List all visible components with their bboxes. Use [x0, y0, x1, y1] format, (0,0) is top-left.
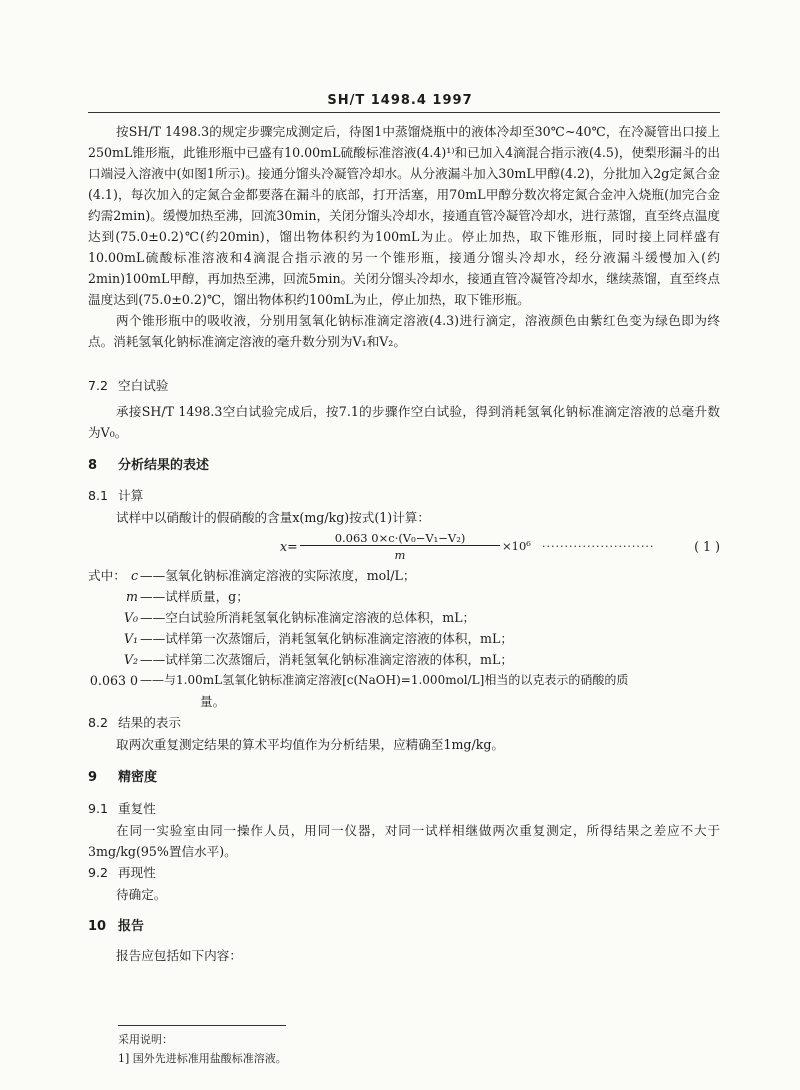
definition-text: ——氢氧化钠标准滴定溶液的实际浓度，mol/L；	[140, 568, 416, 583]
section-title: 精密度	[118, 770, 158, 785]
section-number: 9	[88, 770, 98, 785]
section-7-2-heading	[88, 375, 720, 396]
section-title: 再现性	[118, 865, 156, 880]
section-number: 9.2	[88, 865, 109, 880]
formula-denominator: m	[394, 548, 406, 562]
formula-factor: ×10⁶	[502, 539, 531, 553]
definition-symbol: V₂	[123, 652, 138, 667]
repeatability-paragraph: 在同一实验室由同一操作人员，用同一仪器，对同一试样相继做两次重复测定，所得结果之差应不大于3mg/kg(95%置信水平)。	[88, 823, 720, 859]
equation-number: ( 1 )	[694, 539, 720, 554]
section-9-2-heading	[88, 862, 720, 883]
section-title: 报告	[118, 919, 145, 934]
definition-row	[88, 586, 728, 607]
section-9-1-body	[88, 820, 720, 862]
definition-continuation: 量。	[200, 694, 226, 709]
definition-row	[88, 670, 728, 691]
section-number: 8.2	[88, 715, 109, 730]
definition-symbol: V₁	[123, 631, 138, 646]
calculation-intro: 试样中以硝酸计的假硝酸的含量x(mg/kg)按式(1)计算：	[116, 510, 430, 525]
definition-row	[88, 649, 728, 670]
section-title: 结果的表示	[118, 715, 181, 730]
section-8-1-body	[88, 507, 720, 528]
definition-symbol: m	[126, 589, 138, 604]
result-expression-paragraph: 取两次重复测定结果的算术平均值作为分析结果，应精确至1mg/kg。	[116, 737, 504, 752]
definition-row	[88, 691, 728, 712]
where-label: 式中：	[88, 568, 126, 583]
section-9-1-heading	[88, 798, 720, 819]
header-rule	[88, 112, 720, 113]
titration-paragraph: 两个锥形瓶中的吸收液，分别用氢氧化钠标准滴定溶液(4.3)进行滴定，溶液颜色由紫红色变为绿色即为终点。消耗氢氧化钠标准滴定溶液的毫升数分别为V₁和V₂。	[88, 313, 720, 349]
definition-text: ——试样第二次蒸馏后，消耗氢氧化钠标准滴定溶液的体积，mL；	[140, 652, 513, 667]
section-10-body	[88, 945, 720, 966]
report-paragraph: 报告应包括如下内容：	[116, 948, 242, 963]
section-title: 空白试验	[118, 378, 169, 393]
section-title: 重复性	[118, 801, 156, 816]
section-number: 8.1	[88, 488, 109, 503]
section-8-2-body	[88, 734, 720, 755]
formula-1	[280, 528, 720, 562]
formula-lhs: x=	[280, 539, 298, 554]
section-8-1-heading	[88, 485, 720, 506]
definition-row	[88, 565, 728, 586]
section-9-2-body	[88, 884, 720, 905]
definition-symbol: V₀	[123, 610, 138, 625]
definition-row	[88, 607, 728, 628]
definition-row	[88, 628, 728, 649]
section-title: 计算	[118, 488, 144, 503]
section-number: 9.1	[88, 801, 109, 816]
definition-text: ——与1.00mL氢氧化钠标准滴定溶液[c(NaOH)=1.000mol/L]相当的以克表示的硝酸的质	[140, 673, 629, 687]
formula-numerator: 0.063 0×c·(V₀−V₁−V₂)	[334, 531, 466, 545]
footnote-rule	[118, 1025, 286, 1026]
definition-symbol: 0.063 0	[89, 673, 138, 688]
section-number: 10	[88, 919, 107, 934]
blank-test-paragraph: 承接SH/T 1498.3空白试验完成后，按7.1的步骤作空白试验，得到消耗氢氧化钠标准滴定溶液的总毫升数为V₀。	[88, 404, 720, 440]
definition-text: ——试样质量，g；	[140, 589, 249, 604]
section-9-heading	[88, 766, 720, 788]
definition-symbol: c	[130, 568, 138, 583]
section-number: 8	[88, 458, 98, 473]
section-8-2-heading	[88, 712, 720, 733]
reproducibility-paragraph: 待确定。	[116, 887, 167, 902]
section-8-heading	[88, 454, 720, 476]
footnote-label: 采用说明：	[118, 1033, 173, 1046]
footnote-text: 1] 国外先进标准用盐酸标准溶液。	[118, 1052, 287, 1065]
definition-text: ——试样第一次蒸馏后，消耗氢氧化钠标准滴定溶液的体积，mL；	[140, 631, 513, 646]
procedure-paragraph: 按SH/T 1498.3的规定步骤完成测定后，待图1中蒸馏烧瓶中的液体冷却至30℃~40℃，在冷凝管出口接上250mL锥形瓶，此锥形瓶中已盛有10.00mL硫酸标准溶液(4.4)¹⁾和已加入4滴混合指示液(4.5)，使梨形漏斗的出口端浸入溶液中(如图1所示)。接通分馏头冷凝管冷却水。从分液漏斗加入30mL甲醇(4.2)，分批加入2g定氮合金(4.1)，每次加入的定氮合金都要落在漏斗的底部，打开活塞，用70mL甲醇分数次将定氮合金冲入烧瓶(加完合金约需2min)。缓慢加热至沸，回流30min，关闭分馏头冷却水，接通直管冷凝管冷却水，进行蒸馏，直至终点温度达到(75.0±0.2)℃(约20min)，馏出物体积约为100mL为止。停止加热，取下锥形瓶，同时接上同样盛有10.00mL硫酸标准溶液和4滴混合指示液的另一个锥形瓶，接通分馏头冷却水，经分液漏斗缓慢加入(约2min)100mL甲醇，再加热至沸，回流5min。关闭分馏头冷却水，接通直管冷凝管冷却水，继续蒸馏，直至终点温度达到(75.0±0.2)℃，馏出物体积约100mL为止，停止加热，取下锥形瓶。	[88, 124, 720, 307]
section-number: 7.2	[88, 378, 109, 393]
page-header: SH/T 1498.4 1997	[327, 93, 473, 108]
section-10-heading	[88, 915, 720, 937]
procedure-section	[88, 121, 720, 352]
definition-text: ——空白试验所消耗氢氧化钠标准滴定溶液的总体积，mL；	[140, 610, 476, 625]
variable-definitions	[88, 565, 728, 712]
section-title: 分析结果的表述	[118, 458, 210, 473]
section-7-2-body	[88, 401, 720, 443]
formula-leader-dots: ·························	[542, 540, 655, 553]
